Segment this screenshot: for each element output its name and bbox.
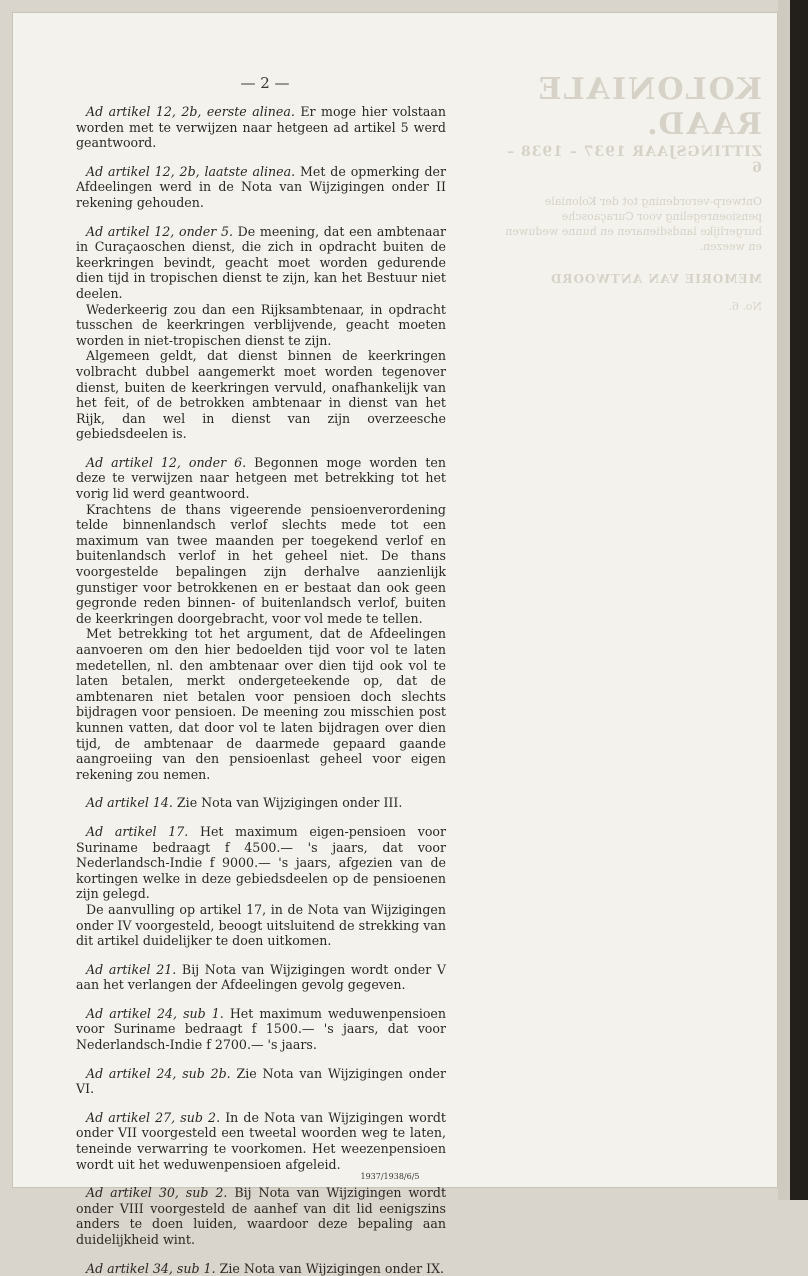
paragraph: [76, 962, 446, 993]
paragraph: [76, 1110, 446, 1172]
paragraph-lead: Ad artikel 34, sub 1.: [86, 1260, 216, 1276]
paragraph-text: Het maximum weduwenpensioen voor Suriname bedraagt f 1500.— 's jaars, dat voor Nederlandsch-Indie f 2700.— 's jaars.: [76, 1005, 446, 1053]
paragraph-lead: Ad artikel 27, sub 2.: [86, 1109, 221, 1125]
paragraph: [76, 1066, 446, 1097]
paragraph-lead: Ad artikel 14.: [86, 795, 173, 811]
paragraph: [76, 224, 446, 302]
paragraph-text: Zie Nota van Wijzigingen onder VI.: [76, 1065, 447, 1097]
paragraph-text: Het maximum eigen-pensioen voor Suriname bedraagt f 4500.— 's jaars, dat voor Nederlandsch-Indie f 9000.— 's jaars, afgezien van de kortingen welke in deze gebiedsdeelen op de pensioenen zijn gelegd.: [76, 823, 446, 902]
paragraph: [76, 455, 446, 502]
paragraph: [76, 502, 446, 627]
paragraph-text: Bij Nota van Wijzigingen wordt onder V aan het verlangen der Afdeelingen gevolg gegeven.: [76, 961, 447, 993]
paragraph: [76, 795, 446, 811]
paragraph-text: Wederkeerig zou dan een Rijksambtenaar, in opdracht tusschen de keerkringen verblijvende, geacht moeten worden in niet-tropischen dienst te zijn.: [76, 301, 446, 348]
paragraph-text: De aanvulling op artikel 17, in de Nota van Wijzigingen onder IV voorgesteld, beoogt uitsluitend de strekking van dit artikel duidelijker te doen uitkomen.: [76, 901, 446, 949]
paragraph-text: Met betrekking tot het argument, dat de Afdeelingen aanvoeren om den hier bedoelden tijd voor vol te laten medetellen, nl. den ambtenaar over dien tijd ook vol te laten betalen, merkt ondergeteekende op, dat de ambtenaren niet betalen voor pensioen doch slechts bijdragen voor pensioen. De meening zou misschien post kunnen vatten, dat door vol te laten bijdragen over dien tijd, de ambtenaar de daarmede gepaard gaande aangroeiing van den pensioenlast geheel voor eigen rekening zou nemen.: [76, 626, 446, 782]
paragraph: [76, 1185, 446, 1247]
paragraph-lead: Ad artikel 12, 2b, laatste alinea.: [86, 163, 296, 179]
paragraph: [76, 824, 446, 902]
ghost-subtitle: ZITTINGSJAAR 1937 – 1938 – 6: [506, 144, 762, 176]
paragraph-text: Begonnen moge worden ten deze te verwijzen naar hetgeen met betrekking tot het vorig lid werd geantwoord.: [76, 454, 446, 502]
scan-edge: [790, 0, 808, 1200]
ghost-number: No. 6.: [728, 300, 762, 313]
paragraph: [76, 348, 446, 442]
paragraph-lead: Ad artikel 21.: [86, 961, 177, 977]
paragraph-text: Algemeen geldt, dat dienst binnen de keerkringen volbracht dubbel aangemerkt moet worden tegenover dienst, buiten de keerkringen vervuld, onafhankelijk van het feit, of de betrokken ambtenaar in dienst van het Rijk, dan wel in dienst van zijn overzeesche gebiedsdeelen is.: [76, 348, 446, 442]
paragraph-lead: Ad artikel 12, onder 6.: [86, 454, 247, 470]
footer-code: 1937/1938/6/5: [360, 1172, 420, 1181]
paragraph-text: Er moge hier volstaan worden met te verwijzen naar hetgeen ad artikel 5 werd geantwoord.: [76, 104, 446, 151]
ghost-title: KOLONIALE RAAD.: [536, 72, 762, 142]
paragraph-lead: Ad artikel 24, sub 2b.: [86, 1065, 231, 1081]
paragraph: [76, 902, 446, 949]
body-text: [76, 104, 446, 1276]
paragraph-lead: Ad artikel 12, 2b, eerste alinea.: [86, 104, 295, 119]
paragraph: [76, 104, 446, 151]
paragraph-lead: Ad artikel 12, onder 5.: [86, 223, 233, 239]
ghost-heading: MEMORIE VAN ANTWOORD: [550, 272, 762, 286]
paragraph-lead: Ad artikel 17.: [86, 823, 189, 839]
paragraph-text: Met de opmerking der Afdeelingen werd in de Nota van Wijzigingen onder II rekening gehouden.: [76, 163, 446, 210]
paragraph-text: Zie Nota van Wijzigingen onder IX.: [215, 1260, 445, 1276]
paragraph-text: Zie Nota van Wijzigingen onder III.: [172, 795, 403, 811]
ghost-description: Ontwerp-verordening tot der Koloniale pensioenregeling voor Curaçaosche burgerlijke landsdienaren en hunne weduwen en weezen.: [505, 195, 762, 253]
paragraph: [76, 626, 446, 782]
paragraph-lead: Ad artikel 30, sub 2.: [86, 1185, 228, 1201]
page-number: — 2 —: [240, 74, 290, 92]
paragraph: [76, 1261, 446, 1276]
paragraph-lead: Ad artikel 24, sub 1.: [86, 1005, 224, 1021]
paragraph-text: Bij Nota van Wijzigingen wordt onder VIII voorgesteld de aanhef van dit lid eenigszins anders te doen luiden, waardoor deze bepaling aan duidelijkheid wint.: [76, 1185, 447, 1247]
paragraph: [76, 1006, 446, 1053]
paragraph-text: In de Nota van Wijzigingen wordt onder VII voorgesteld een tweetal woorden weg te laten, teneinde verwarring te voorkomen. Het weezenpensioen wordt uit het weduwenpensioen afgeleid.: [76, 1109, 446, 1172]
paragraph-text: De meening, dat een ambtenaar in Curaçaoschen dienst, die zich in opdracht buiten de keerkringen bevindt, geacht moet worden gedurende dien tijd in tropischen dienst te zijn, kan het Bestuur niet deelen.: [76, 223, 446, 301]
paragraph: [76, 302, 446, 349]
paragraph-text: Krachtens de thans vigeerende pensioenverordening telde binnenlandsch verlof slechts mede tot een maximum van twee maanden per toegekend verlof en buitenlandsch verlof in het geheel niet. De thans voorgestelde bepalingen zijn derhalve aanzienlijk gunstiger voor betrokkenen en er bestaat dan ook geen gegronde reden binnen- of buitenlandsch verlof, buiten de keerkringen doorgebracht, voor vol mede te tellen.: [76, 501, 446, 626]
paragraph: [76, 164, 446, 211]
